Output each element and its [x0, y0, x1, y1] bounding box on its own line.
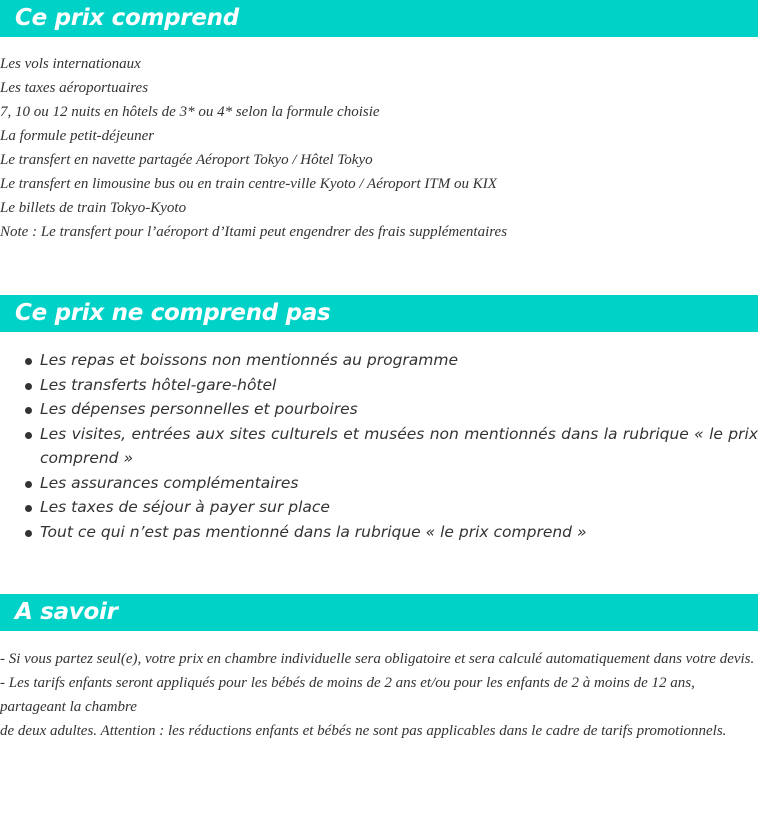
info-line: - Si vous partez seul(e), votre prix en chambre individuelle sera obligatoire et sera calculé automatiquement dans votre devis.: [0, 651, 755, 667]
bullet-icon: [25, 481, 32, 488]
includes-list: [0, 52, 758, 244]
excludes-item-text: Les taxes de séjour à payer sur place: [40, 498, 330, 516]
excludes-item: [0, 373, 758, 398]
excludes-title: Ce prix ne comprend pas: [15, 300, 331, 326]
excludes-item-text: Les assurances complémentaires: [40, 473, 299, 492]
bullet-icon: [25, 505, 32, 512]
bullet-icon: [25, 432, 32, 439]
info-title: A savoir: [15, 599, 118, 625]
excludes-list: [0, 348, 758, 544]
includes-item: 7, 10 ou 12 nuits en hôtels de 3* ou 4* selon la formule choisie: [0, 104, 380, 120]
info-header: [0, 594, 758, 631]
includes-note: Note : Le transfert pour l’aéroport d’Itami peut engendrer des frais supplémentaires: [0, 224, 508, 240]
info-line: de deux adultes. Attention : les réductions enfants et bébés ne sont pas applicables dans le cadre de tarifs promotionnels.: [0, 723, 727, 739]
excludes-item-text: Les visites, entrées aux sites culturels et musées non mentionnés dans la rubrique « le prix comprend »: [40, 424, 758, 467]
includes-item: Les taxes aéroportuaires: [0, 80, 149, 96]
excludes-item: [0, 495, 758, 520]
bullet-icon: [25, 358, 32, 365]
excludes-header: [0, 295, 758, 332]
includes-item: La formule petit-déjeuner: [0, 128, 155, 144]
excludes-item: [0, 520, 758, 545]
includes-header: [0, 0, 758, 37]
includes-item: Le billets de train Tokyo-Kyoto: [0, 200, 187, 216]
excludes-item-text: Les dépenses personnelles et pourboires: [40, 400, 358, 418]
includes-item: Le transfert en limousine bus ou en train centre-ville Kyoto / Aéroport ITM ou KIX: [0, 176, 497, 192]
info-line: - Les tarifs enfants seront appliqués pour les bébés de moins de 2 ans et/ou pour les enfants de 2 à moins de 12 ans, partageant la chambre: [0, 675, 695, 715]
info-notes: [0, 647, 758, 743]
excludes-item: [0, 348, 758, 373]
excludes-item-text: Tout ce qui n’est pas mentionné dans la rubrique « le prix comprend »: [40, 522, 587, 541]
excludes-item: [0, 471, 758, 496]
excludes-item-text: Les transferts hôtel-gare-hôtel: [40, 375, 277, 394]
bullet-icon: [25, 383, 32, 390]
includes-item: Les vols internationaux: [0, 56, 141, 72]
includes-title: Ce prix comprend: [15, 5, 239, 31]
bullet-icon: [25, 530, 32, 537]
excludes-item-text: Les repas et boissons non mentionnés au programme: [40, 351, 459, 369]
excludes-item: [0, 397, 758, 422]
excludes-item: [0, 422, 758, 471]
includes-item: Le transfert en navette partagée Aéroport Tokyo / Hôtel Tokyo: [0, 152, 373, 168]
bullet-icon: [25, 407, 32, 414]
